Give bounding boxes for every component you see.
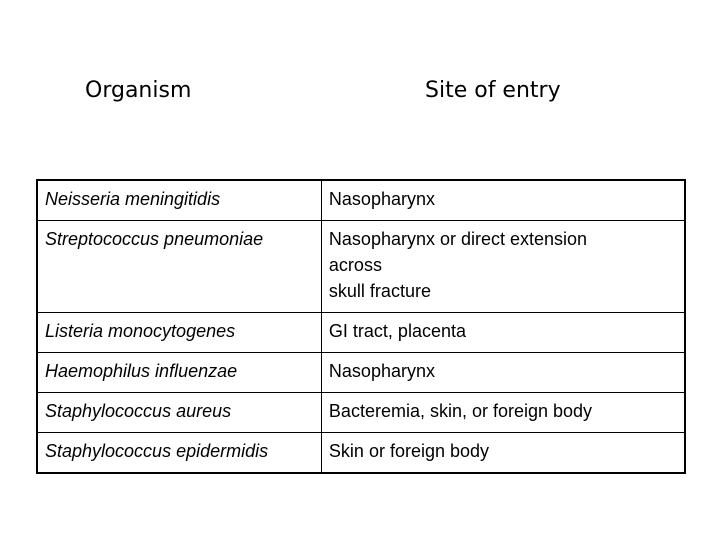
site-cell	[321, 180, 685, 221]
site-cell	[321, 353, 685, 393]
site-text: Nasopharynx	[328, 189, 435, 209]
site-text: skull fracture	[328, 281, 431, 301]
organism-cell: Haemophilus influenzae	[37, 353, 321, 393]
organism-cell: Streptococcus pneumoniae	[37, 221, 321, 313]
site-text: across	[328, 255, 382, 275]
site-cell	[321, 313, 685, 353]
site-text: Nasopharynx	[328, 361, 435, 381]
organism-cell: Listeria monocytogenes	[37, 313, 321, 353]
table-row	[37, 180, 685, 221]
organism-cell: Staphylococcus aureus	[37, 393, 321, 433]
organism-cell: Neisseria meningitidis	[37, 180, 321, 221]
site-text: GI tract, placenta	[328, 321, 466, 341]
organism-header: Organism	[85, 78, 192, 103]
site-cell	[321, 221, 685, 313]
table-row	[37, 433, 685, 474]
table-row	[37, 353, 685, 393]
site-text: Skin or foreign body	[328, 441, 490, 461]
site-cell	[321, 393, 685, 433]
table-row	[37, 393, 685, 433]
table-row	[37, 313, 685, 353]
site-text: Bacteremia, skin, or foreign body	[328, 401, 593, 421]
site-of-entry-header: Site of entry	[425, 78, 561, 103]
organism-cell: Staphylococcus epidermidis	[37, 433, 321, 474]
site-text: Nasopharynx or direct extension	[328, 229, 588, 249]
site-cell	[321, 433, 685, 474]
organism-table	[36, 179, 686, 474]
table-row	[37, 221, 685, 313]
